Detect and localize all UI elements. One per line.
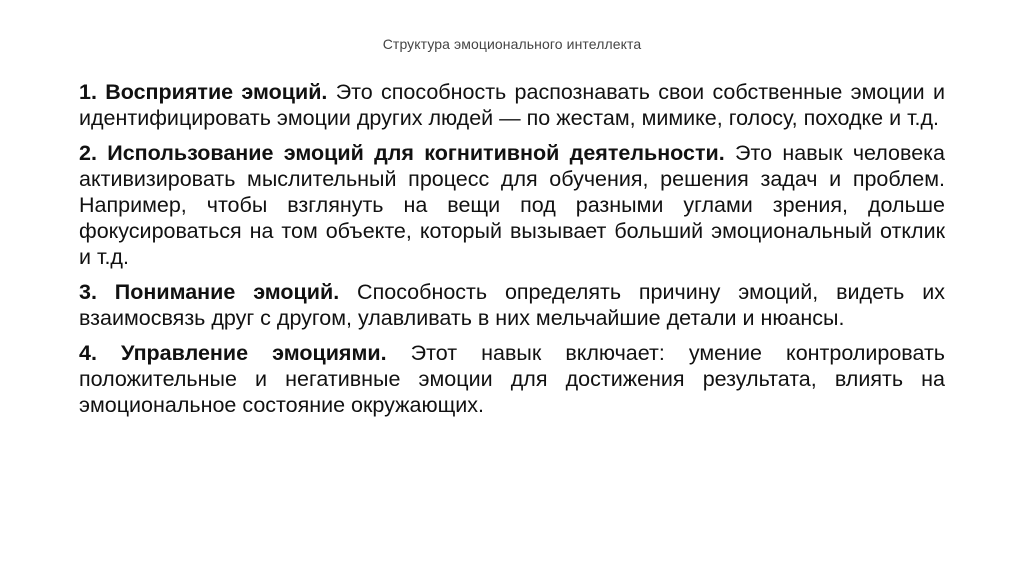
paragraph-text: Это способность распознавать свои собственные эмоции и идентифицировать эмоции других людей — по жестам, мимике, голосу, походке и т.д. xyxy=(79,80,945,130)
paragraph-text: Это навык человека активизировать мыслительный процесс для обучения, решения задач и проблем. Например, чтобы взглянуть на вещи под разными углами зрения, дольше фокусироваться на том объекте, который вызывает больший эмоциональный отклик и т.д. xyxy=(79,141,945,269)
slide-title: Структура эмоционального интеллекта xyxy=(382,36,642,52)
paragraph-heading: 4. Управление эмоциями. xyxy=(79,341,387,365)
paragraph-emotion-use xyxy=(79,140,945,270)
paragraph-emotion-management xyxy=(79,340,945,418)
paragraph-heading: 1. Восприятие эмоций. xyxy=(79,80,328,104)
paragraph-heading: 3. Понимание эмоций. xyxy=(79,280,340,304)
paragraph-emotion-understanding xyxy=(79,279,945,331)
paragraph-text: Этот навык включает: умение контролировать положительные и негативные эмоции для достижения результата, влиять на эмоциональное состояние окружающих. xyxy=(79,341,946,417)
paragraph-heading: 2. Использование эмоций для когнитивной деятельности. xyxy=(79,141,725,165)
paragraph-text: Способность определять причину эмоций, видеть их взаимосвязь друг с другом, улавливать в них мельчайшие детали и нюансы. xyxy=(79,280,946,330)
slide-content xyxy=(79,79,945,427)
paragraph-emotion-perception xyxy=(79,79,945,131)
